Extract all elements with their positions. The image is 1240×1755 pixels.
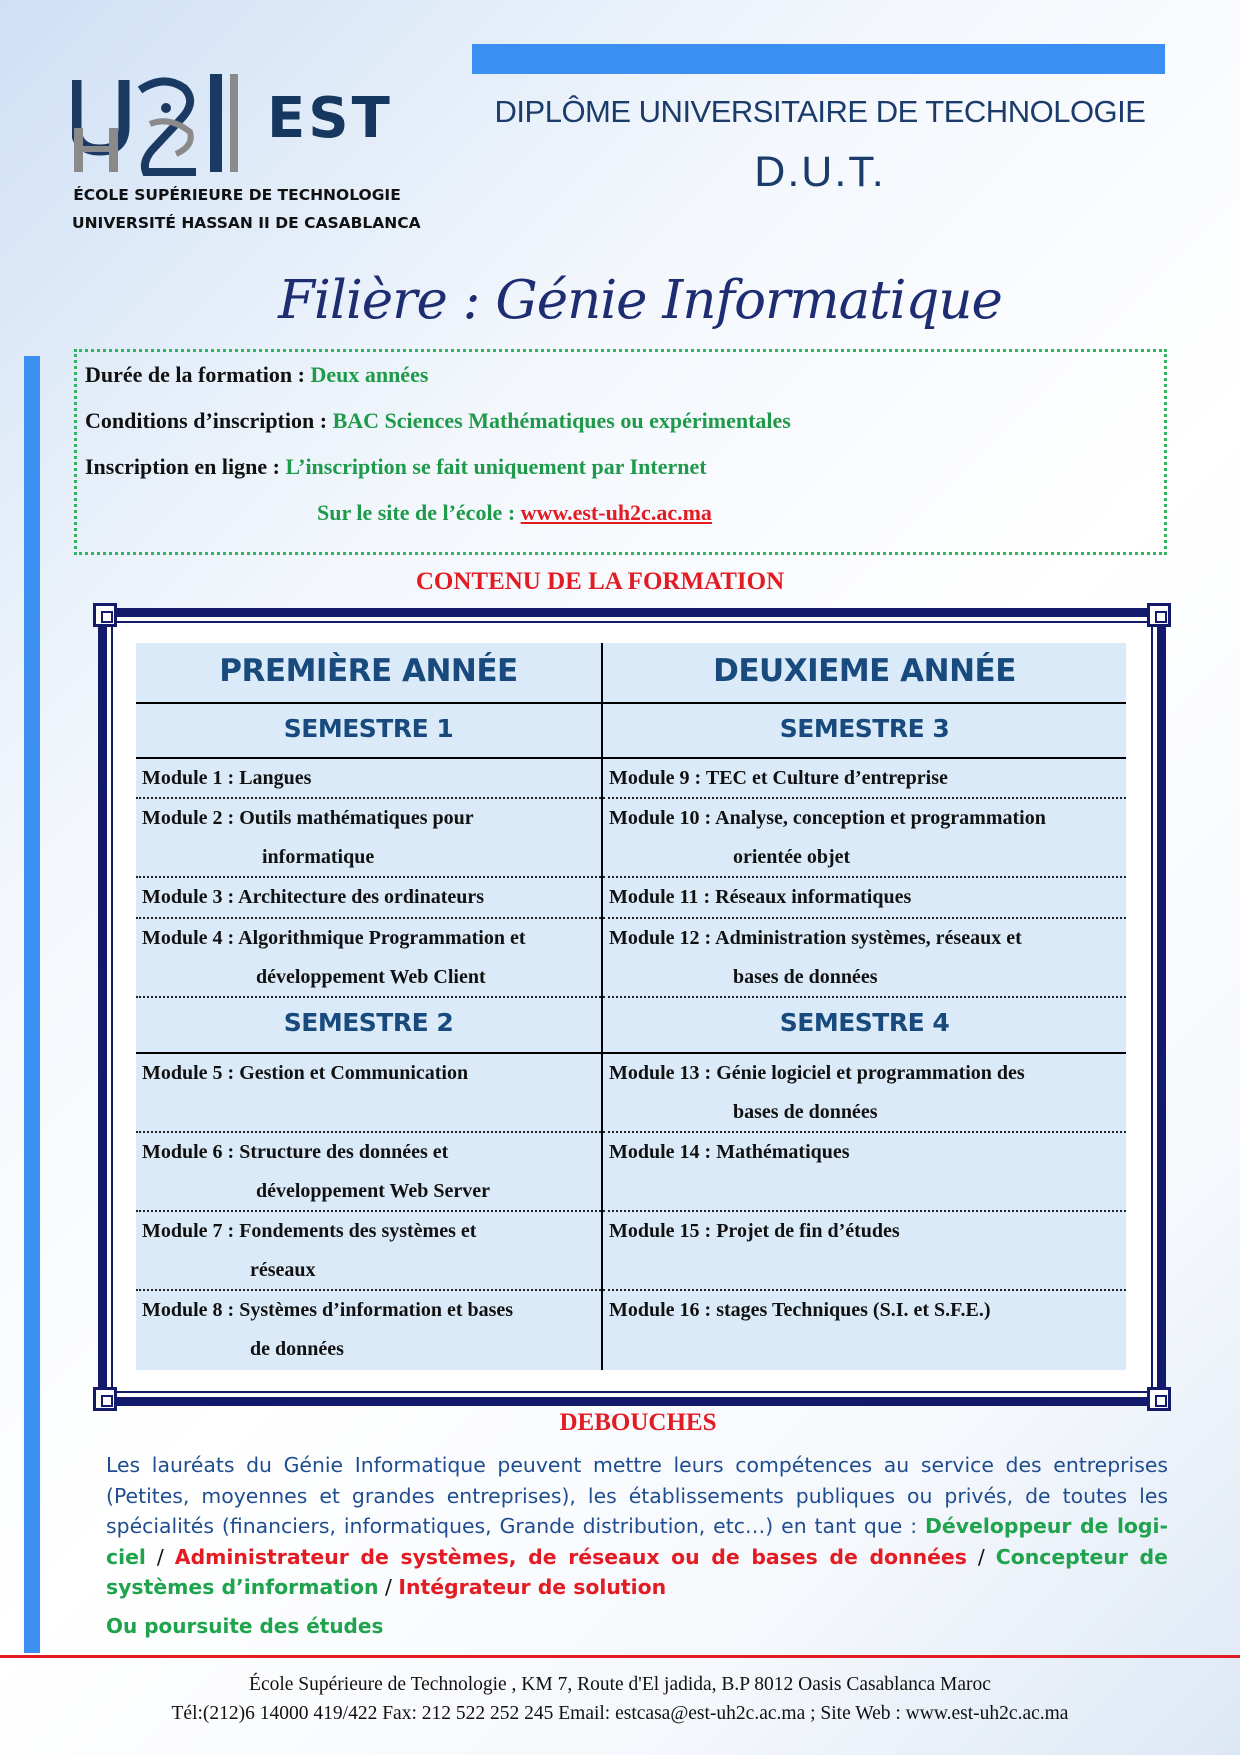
- conditions-value: BAC Sciences Mathématiques ou expérimentales: [332, 408, 791, 433]
- footer-contact: Tél:(212)6 14000 419/422 Fax: 212 522 252 245 Email: estcasa@est-uh2c.ac.ma ; Site Web : www.est-uh2c.ac.ma: [171, 1703, 1069, 1724]
- module-row: Module 9 : TEC et Culture d’entreprise: [603, 757, 1126, 796]
- header-accent-bar: [472, 44, 1165, 74]
- frame-corner-ornament: [1147, 1387, 1171, 1411]
- second-year-column: [603, 643, 1126, 1370]
- debouches-title: DEBOUCHES: [559, 1409, 717, 1436]
- module-row: Module 1 : Langues: [136, 757, 601, 796]
- module-row: Module 6 : Structure des données et développement Web Server: [136, 1131, 601, 1209]
- module-row: Module 5 : Gestion et Communication: [136, 1052, 601, 1130]
- logo-est-text: EST: [267, 86, 393, 151]
- page-title: Filière : Génie Informatique: [278, 270, 1002, 331]
- frame-corner-ornament: [1147, 603, 1171, 627]
- frame-corner-ornament: [93, 1387, 117, 1411]
- job-administrateur: Administrateur de systèmes, de réseaux ou de bases de données: [174, 1544, 967, 1569]
- module-row: Module 4 : Algorithmique Programmation et développement Web Client: [136, 917, 601, 995]
- info-box: [74, 349, 1167, 555]
- conditions-label: Conditions d’inscription :: [85, 408, 333, 433]
- inscription-label: Inscription en ligne :: [85, 454, 286, 479]
- program-table: [136, 643, 1126, 1370]
- first-year-column: [136, 643, 601, 1370]
- logo-university-name: UNIVERSITÉ HASSAN II DE CASABLANCA: [72, 214, 421, 232]
- module-row: Module 15 : Projet de fin d’études: [603, 1210, 1126, 1288]
- inscription-line: [85, 454, 707, 480]
- poursuite-etudes: Ou poursuite des études: [106, 1614, 384, 1638]
- duree-label: Durée de la formation :: [85, 362, 311, 387]
- uh2c-logo-mark-icon: [72, 72, 262, 177]
- footer-address: École Supérieure de Technologie , KM 7, Route d'El jadida, B.P 8012 Oasis Casablanca Maroc: [249, 1674, 991, 1695]
- semester3-heading: SEMESTRE 3: [603, 702, 1126, 743]
- module-row: Module 11 : Réseaux informatiques: [603, 876, 1126, 915]
- module-row: Module 16 : stages Techniques (S.I. et S.F.E.): [603, 1289, 1126, 1367]
- diploma-title: DIPLÔME UNIVERSITAIRE DE TECHNOLOGIE: [494, 94, 1146, 129]
- semester1-heading: SEMESTRE 1: [136, 702, 601, 743]
- diploma-short-title: D.U.T.: [754, 148, 886, 196]
- frame-corner-ornament: [93, 603, 117, 627]
- job-integrateur: Intégrateur de solution: [398, 1575, 667, 1599]
- site-line: [317, 500, 712, 526]
- module-row: Module 10 : Analyse, conception et programmation orientée objet: [603, 797, 1126, 875]
- school-website-link[interactable]: www.est-uh2c.ac.ma: [520, 500, 712, 525]
- logo-school-name: ÉCOLE SUPÉRIEURE DE TECHNOLOGIE: [73, 186, 401, 204]
- site-label: Sur le site de l’école :: [317, 500, 521, 525]
- semester4-heading: SEMESTRE 4: [603, 996, 1126, 1037]
- module-row: Module 7 : Fondements des systèmes et réseaux: [136, 1210, 601, 1288]
- conditions-line: [85, 408, 791, 434]
- contenu-title: CONTENU DE LA FORMATION: [415, 568, 785, 595]
- job-developpeur: Développeur de logi-ciel: [106, 1514, 1168, 1569]
- module-row: Module 2 : Outils mathématiques pour informatique: [136, 797, 601, 875]
- debouches-paragraph: Les lauréats du Génie Informatique peuvent mettre leurs compétences au service des entreprises (Petites, moyennes et grandes entreprises), les établissements publiques ou privés, de toutes les spécialités (financiers, informatiques, Grande distribution, etc…) en tant que : Développeur de logi-ciel / Administrateur de systèmes, de réseaux ou de bases de données / Concepteur de systèmes d’information / Intégrateur de solution: [106, 1453, 1168, 1599]
- debouches-intro: Les lauréats du Génie Informatique peuvent mettre leurs compétences au service des entreprises (Petites, moyennes et grandes entreprises), les établissements publiques ou privés, de toutes les spécialités (financiers, informatiques, Grande distribution, etc…) en tant que :: [106, 1453, 1168, 1538]
- module-row: Module 3 : Architecture des ordinateurs: [136, 876, 601, 915]
- module-row: Module 13 : Génie logiciel et programmation des bases de données: [603, 1052, 1126, 1130]
- school-logo: [72, 72, 421, 237]
- job-concepteur: Concepteur de systèmes d’information: [106, 1544, 1168, 1599]
- semester2-heading: SEMESTRE 2: [136, 996, 601, 1037]
- module-row: Module 8 : Systèmes d’information et bases de données: [136, 1289, 601, 1367]
- duree-line: [85, 362, 428, 388]
- module-row: Module 12 : Administration systèmes, réseaux et bases de données: [603, 917, 1126, 995]
- year2-heading: DEUXIEME ANNÉE: [713, 653, 1016, 689]
- footer-divider: [0, 1655, 1240, 1658]
- left-accent-bar: [24, 356, 40, 1653]
- duree-value: Deux années: [310, 362, 429, 387]
- year1-heading: PREMIÈRE ANNÉE: [219, 653, 518, 689]
- inscription-value: L’inscription se fait uniquement par Internet: [285, 454, 707, 479]
- module-row: Module 14 : Mathématiques: [603, 1131, 1126, 1209]
